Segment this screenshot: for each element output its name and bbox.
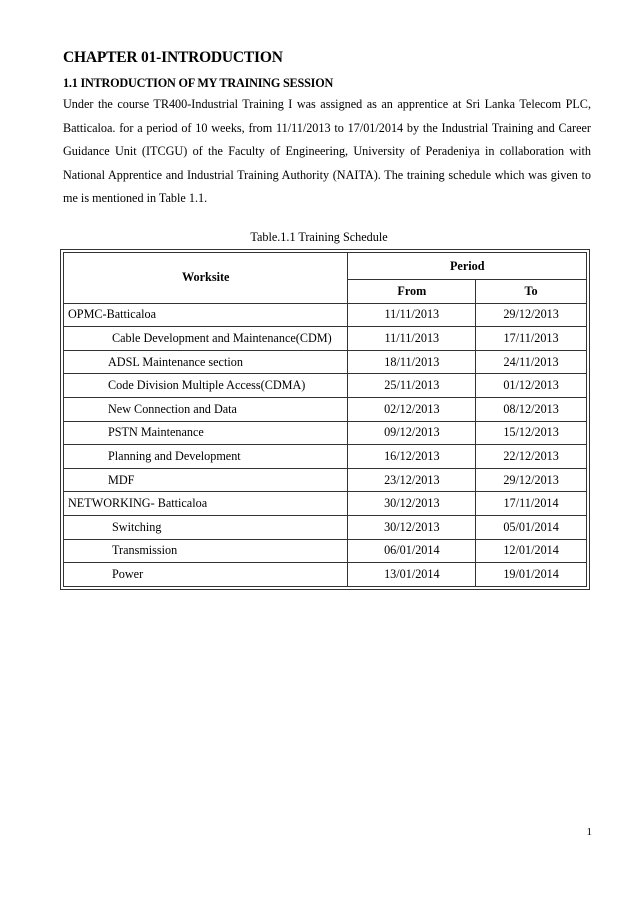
worksite-cell: Planning and Development (64, 445, 348, 469)
worksite-cell: Code Division Multiple Access(CDMA) (64, 374, 348, 398)
header-worksite: Worksite (64, 253, 348, 304)
table-row (64, 351, 587, 375)
table-row (64, 469, 587, 493)
worksite-cell: OPMC-Batticaloa (64, 304, 348, 328)
from-date-cell: 11/11/2013 (348, 304, 476, 328)
to-date-cell: 19/01/2014 (476, 563, 587, 587)
worksite-cell: Transmission (64, 540, 348, 564)
from-date-cell: 02/12/2013 (348, 398, 476, 422)
worksite-cell: PSTN Maintenance (64, 422, 348, 446)
page-number: 1 (586, 826, 592, 838)
header-period: Period (348, 253, 587, 280)
from-date-cell: 30/12/2013 (348, 492, 476, 516)
from-date-cell: 06/01/2014 (348, 540, 476, 564)
training-schedule-table (63, 252, 587, 587)
intro-paragraph: Under the course TR400-Industrial Training I was assigned as an apprentice at Sri Lanka Telecom PLC, Batticaloa. for a period of 10 weeks, from 11/11/2013 to 17/01/2014 by the Industrial Training and Career Guidance Unit (ITCGU) of the Faculty of Engineering, University of Peradeniya in collaboration with National Apprentice and Industrial Training Authority (NAITA). The training schedule which was given to me is mentioned in Table 1.1. (63, 97, 591, 206)
worksite-cell: Power (64, 563, 348, 587)
from-date-cell: 23/12/2013 (348, 469, 476, 493)
table-body (64, 304, 587, 587)
worksite-cell: Cable Development and Maintenance(CDM) (64, 327, 348, 351)
from-date-cell: 25/11/2013 (348, 374, 476, 398)
to-date-cell: 29/12/2013 (476, 469, 587, 493)
from-date-cell: 11/11/2013 (348, 327, 476, 351)
to-date-cell: 08/12/2013 (476, 398, 587, 422)
header-from: From (348, 280, 476, 304)
section-title: 1.1 INTRODUCTION OF MY TRAINING SESSION (63, 76, 334, 90)
table-row (64, 516, 587, 540)
to-date-cell: 17/11/2014 (476, 492, 587, 516)
table-row (64, 327, 587, 351)
table-row (64, 374, 587, 398)
worksite-cell: ADSL Maintenance section (64, 351, 348, 375)
worksite-cell: NETWORKING- Batticaloa (64, 492, 348, 516)
header-to: To (476, 280, 587, 304)
to-date-cell: 17/11/2013 (476, 327, 587, 351)
table-row (64, 422, 587, 446)
to-date-cell: 12/01/2014 (476, 540, 587, 564)
chapter-title: CHAPTER 01-INTRODUCTION (63, 49, 283, 66)
table-row (64, 563, 587, 587)
to-date-cell: 01/12/2013 (476, 374, 587, 398)
table-row (64, 398, 587, 422)
worksite-cell: Switching (64, 516, 348, 540)
table-row (64, 445, 587, 469)
table-header (64, 253, 587, 304)
table-row (64, 304, 587, 328)
to-date-cell: 29/12/2013 (476, 304, 587, 328)
to-date-cell: 05/01/2014 (476, 516, 587, 540)
table-caption: Table.1.1 Training Schedule (250, 230, 388, 244)
from-date-cell: 09/12/2013 (348, 422, 476, 446)
table-row (64, 540, 587, 564)
from-date-cell: 13/01/2014 (348, 563, 476, 587)
to-date-cell: 15/12/2013 (476, 422, 587, 446)
worksite-cell: New Connection and Data (64, 398, 348, 422)
from-date-cell: 18/11/2013 (348, 351, 476, 375)
to-date-cell: 22/12/2013 (476, 445, 587, 469)
from-date-cell: 16/12/2013 (348, 445, 476, 469)
worksite-cell: MDF (64, 469, 348, 493)
from-date-cell: 30/12/2013 (348, 516, 476, 540)
to-date-cell: 24/11/2013 (476, 351, 587, 375)
table-row (64, 492, 587, 516)
